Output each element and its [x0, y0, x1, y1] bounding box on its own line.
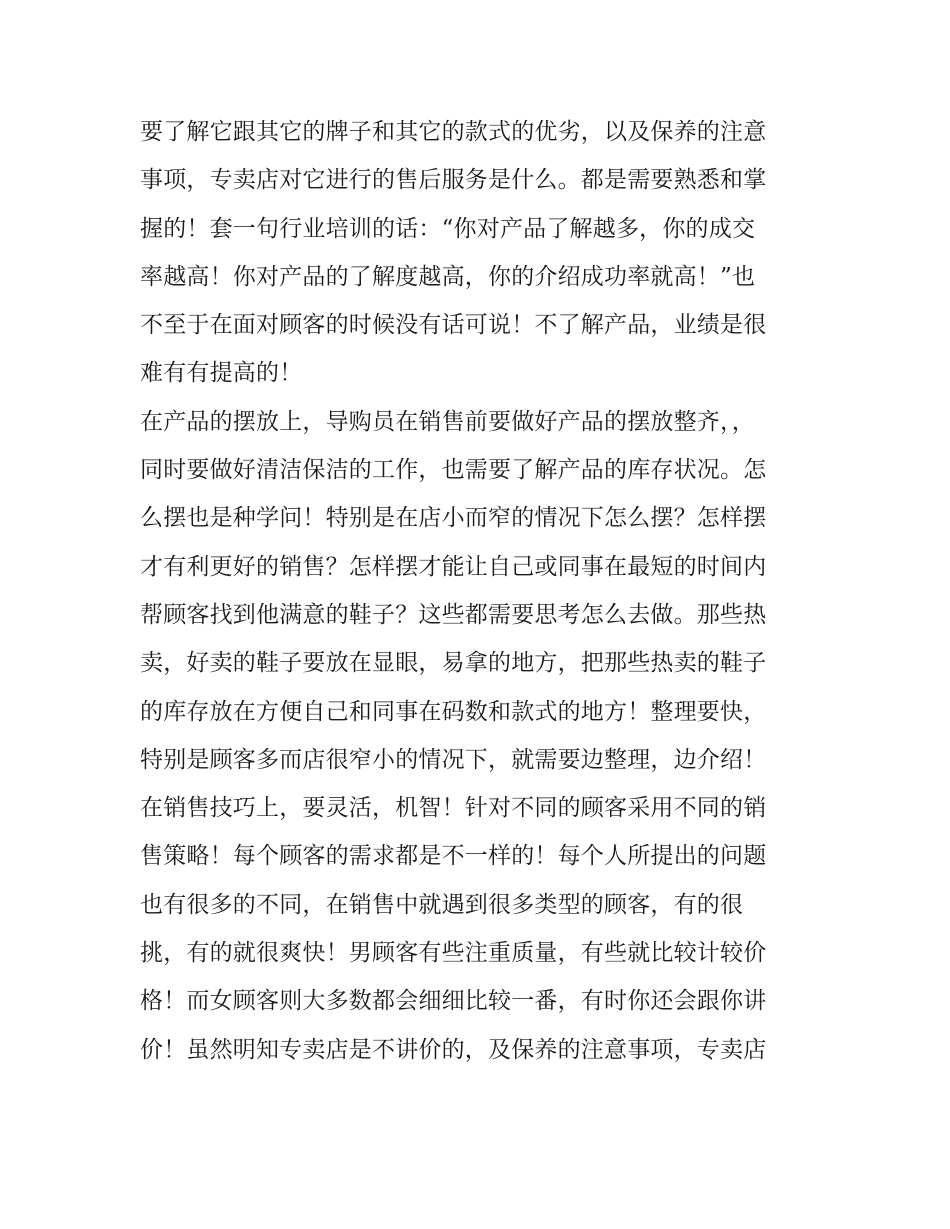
text-line: 也有很多的不同，在销售中就遇到很多类型的顾客，有的很 [140, 891, 744, 918]
text-line: 在产品的摆放上，导购员在销售前要做好产品的摆放整齐，， [140, 408, 755, 435]
text-line: 卖，好卖的鞋子要放在显眼，易拿的地方，把那些热卖的鞋子 [140, 650, 767, 677]
text-line: 的库存放在方便自己和同事在码数和款式的地方！整理要快， [140, 698, 767, 725]
text-line: 事项，专卖店对它进行的售后服务是什么。都是需要熟悉和掌 [140, 167, 767, 194]
text-line: 帮顾客找到他满意的鞋子？这些都需要思考怎么去做。那些热 [140, 601, 767, 628]
text-line: 率越高！你对产品的了解度越高，你的介绍成功率就高！”也 [140, 263, 756, 290]
text-line: 才有利更好的销售？怎样摆才能让自己或同事在最短的时间内 [140, 553, 767, 580]
text-line: 么摆也是种学问！特别是在店小而窄的情况下怎么摆？怎样摆 [140, 505, 767, 532]
text-line: 难有有提高的！ [140, 360, 303, 387]
text-line: 不至于在面对顾客的时候没有话可说！不了解产品，业绩是很 [140, 312, 767, 339]
text-line: 要了解它跟其它的牌子和其它的款式的优劣，以及保养的注意 [140, 119, 767, 145]
text-line: 握的！套一句行业培训的话：“你对产品了解越多，你的成交 [140, 215, 756, 242]
text-line: 格！而女顾客则大多数都会细细比较一番，有时你还会跟你讲 [140, 988, 767, 1015]
text-line: 特别是顾客多而店很窄小的情况下，就需要边整理，边介绍！ [140, 746, 767, 773]
text-line: 挑，有的就很爽快！男顾客有些注重质量，有些就比较计较价 [140, 940, 767, 967]
text-line: 售策略！每个顾客的需求都是不一样的！每个人所提出的问题 [140, 843, 767, 870]
text-line: 同时要做好清洁保洁的工作，也需要了解产品的库存状况。怎 [140, 457, 767, 484]
body-text [140, 108, 820, 1074]
text-line: 在销售技巧上，要灵活，机智！针对不同的顾客采用不同的销 [140, 795, 767, 822]
text-line: 价！虽然明知专卖店是不讲价的，及保养的注意事项，专卖店 [140, 1036, 767, 1063]
